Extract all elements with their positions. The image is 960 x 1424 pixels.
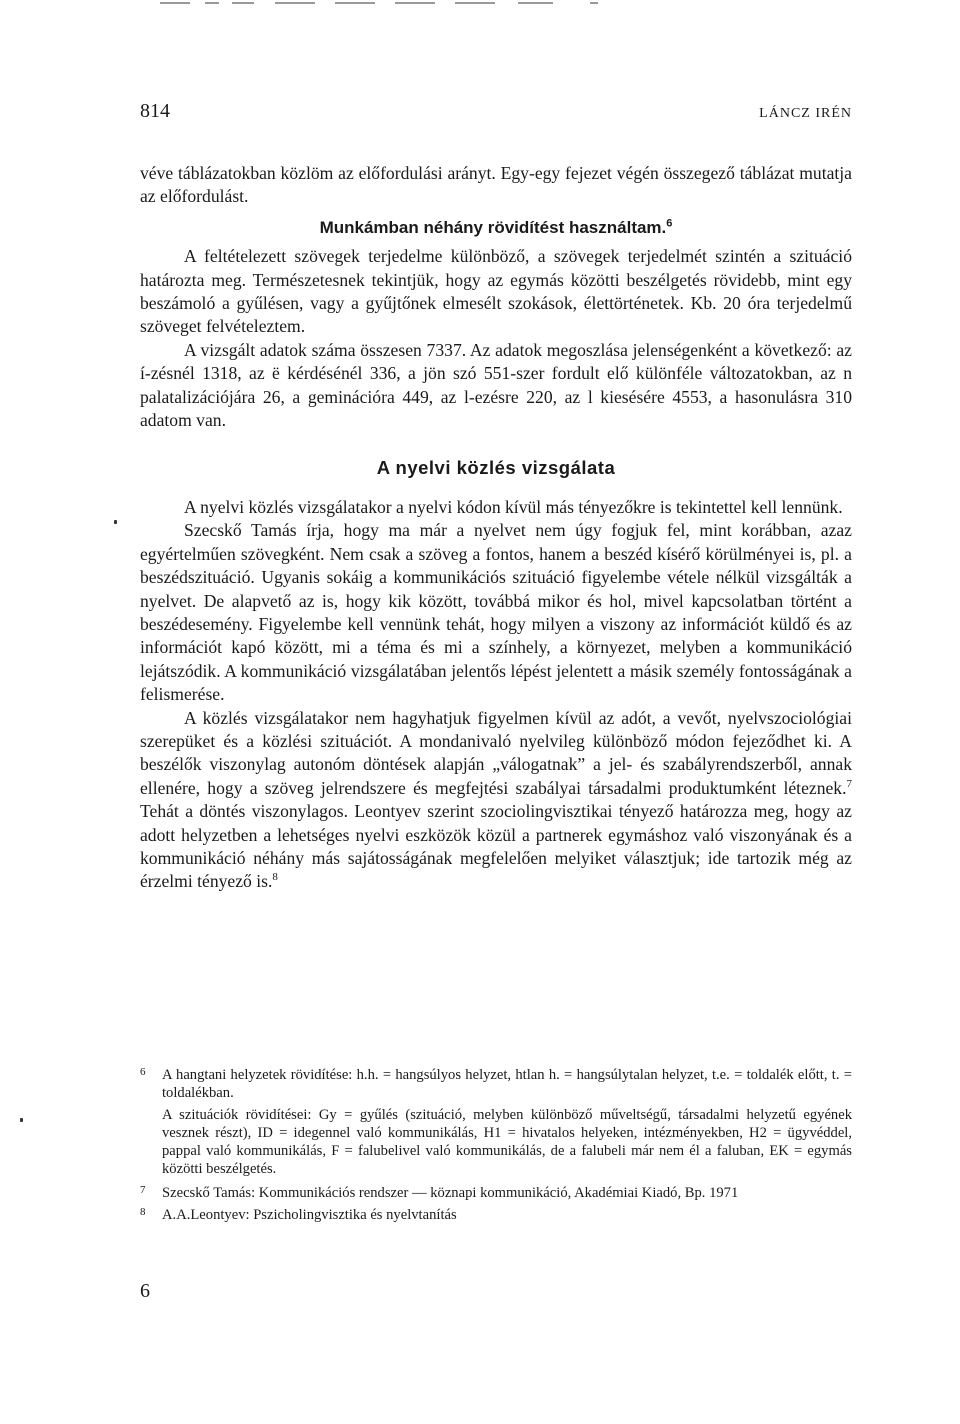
- paragraph-2: A feltételezett szövegek terjedelme különböző, a szövegek terjedelmét szintén a szituáció határozta meg. Természetesnek tekintjük, hogy az egymás közötti beszélgetés rövidebb, mint egy beszámoló a gyűlésen, vagy a gyűjtőnek elmesélt szokások, élettörténetek. Kb. 20 óra terjedelmű szöveget felvételeztem.: [140, 246, 852, 337]
- footnote-7: [140, 1184, 852, 1202]
- footnote-text: A.A.Leontyev: Pszicholingvisztika és nyelvtanítás: [162, 1207, 457, 1223]
- footnote-text: A hangtani helyzetek rövidítése: h.h. = hangsúlyos helyzet, htlan h. = hangsúlytalan helyzet, t.e. = toldalék előtt, t. = toldalékban.: [162, 1067, 852, 1101]
- page-number: 814: [140, 100, 170, 122]
- footnote-mark: 7: [140, 1184, 146, 1196]
- paragraph-4: A nyelvi közlés vizsgálatakor a nyelvi kódon kívül más tényezőkre is tekintettel kell lennünk.: [184, 496, 843, 517]
- signature-mark: 6: [140, 1280, 150, 1302]
- footnote-ref-7[interactable]: 7: [846, 777, 852, 790]
- footnote-6-continuation: A szituációk rövidítései: Gy = gyűlés (szituáció, melyben különböző műveltségű, társadalmi helyzetű egyének vesznek részt), ID = idegennel való kommunikálás, H1 = hivatalos helyeken, intézményekben, H2 = ügyvéddel, pappal való kommunikálás, F = falubelivel való kommunikálás, de a falubeli már nem él a faluban, EK = egymás közötti beszélgetés.: [162, 1107, 852, 1177]
- paragraph-5: Szecskő Tamás írja, hogy ma már a nyelvet nem úgy fogjuk fel, mint korábban, azaz egyértelműen szövegként. Nem csak a szöveg a fontos, hanem a beszéd kísérő körülményei is, pl. a beszédszituáció. Ugyanis sokáig a kommunikációs szituáció figyelembe vétele nélkül vizsgálták a nyelvet. De alapvető az is, hogy kik között, továbbá mikor és hol, mivel kapcsolatban történt a beszédesemény. Figyelembe kell vennünk tehát, hogy milyen a viszony az információt küldő és az információt kapó között, mi a téma és mi a színhely, a környezet, melyben a kommunikáció lejátszódik. A kommunikáció vizsgálatában jelentős lépést jelentett a másik személy fontosságának a felismerése.: [140, 520, 852, 705]
- footnote-ref-8[interactable]: 8: [272, 871, 278, 884]
- section-title: A nyelvi közlés vizsgálata: [376, 457, 616, 479]
- paragraph-6: A közlés vizsgálatakor nem hagyhatjuk figyelmen kívül az adót, a vevőt, nyelvszociológiai szerepüket és a közlési szituációt. A mondanivaló nyelvileg különböző módon fejeződhet ki. A beszélők viszonylag autonóm döntések alapján „válogatnak” a jel- és szabályrendszerből, annak ellenére, hogy a szöveg jelrendszere és megfejtési szabályai társadalmi produktumként léteznek.$^7$ Tehát a döntés viszonylagos. Leontyev szerint szociolingvisztikai tényező határozza meg, hogy az adott helyzetben a lehetséges nyelvi eszközök közül a partnerek egymáshoz való viszonyának és a kommunikáció néhány más sajátosságának megfelelően melyiket választjuk; ide tartozik még az érzelmi tényező is.$^8$: [140, 707, 852, 892]
- footnote-6: [140, 1066, 852, 1102]
- footnote-ref-6[interactable]: 6: [666, 217, 673, 230]
- footnotes: [140, 1066, 852, 1228]
- scan-speck: [114, 520, 117, 524]
- top-edge-dashes: [0, 0, 960, 6]
- running-head: LÁNCZ IRÉN: [759, 106, 852, 121]
- footnote-text: Szecskő Tamás: Kommunikációs rendszer — köznapi kommunikáció, Akadémiai Kiadó, Bp. 1971: [162, 1185, 739, 1201]
- page-header: [140, 100, 852, 130]
- footnote-8: [140, 1206, 852, 1224]
- body-text: [140, 162, 852, 894]
- paragraph-3: A vizsgált adatok száma összesen 7337. Az adatok megoszlása jelenségenként a következő: az í-zésnél 1318, az ë kérdésénél 336, a jön szó 551-szer fordult elő különféle változatokban, az n palatalizációjára 26, a geminációra 449, az l-ezésre 220, az l kiesésére 4553, a hasonulásra 310 adatom van.: [140, 339, 852, 431]
- footnote-mark: 8: [140, 1206, 146, 1218]
- paragraph-1: véve táblázatokban közlöm az előfordulási arányt. Egy-egy fejezet végén összegező táblázat mutatja az előfordulást.: [140, 163, 852, 207]
- scan-speck: [20, 1118, 23, 1122]
- abbreviation-subheading: Munkámban néhány rövidítést használtam.$^6$: [319, 217, 673, 237]
- footnote-mark: 6: [140, 1066, 146, 1078]
